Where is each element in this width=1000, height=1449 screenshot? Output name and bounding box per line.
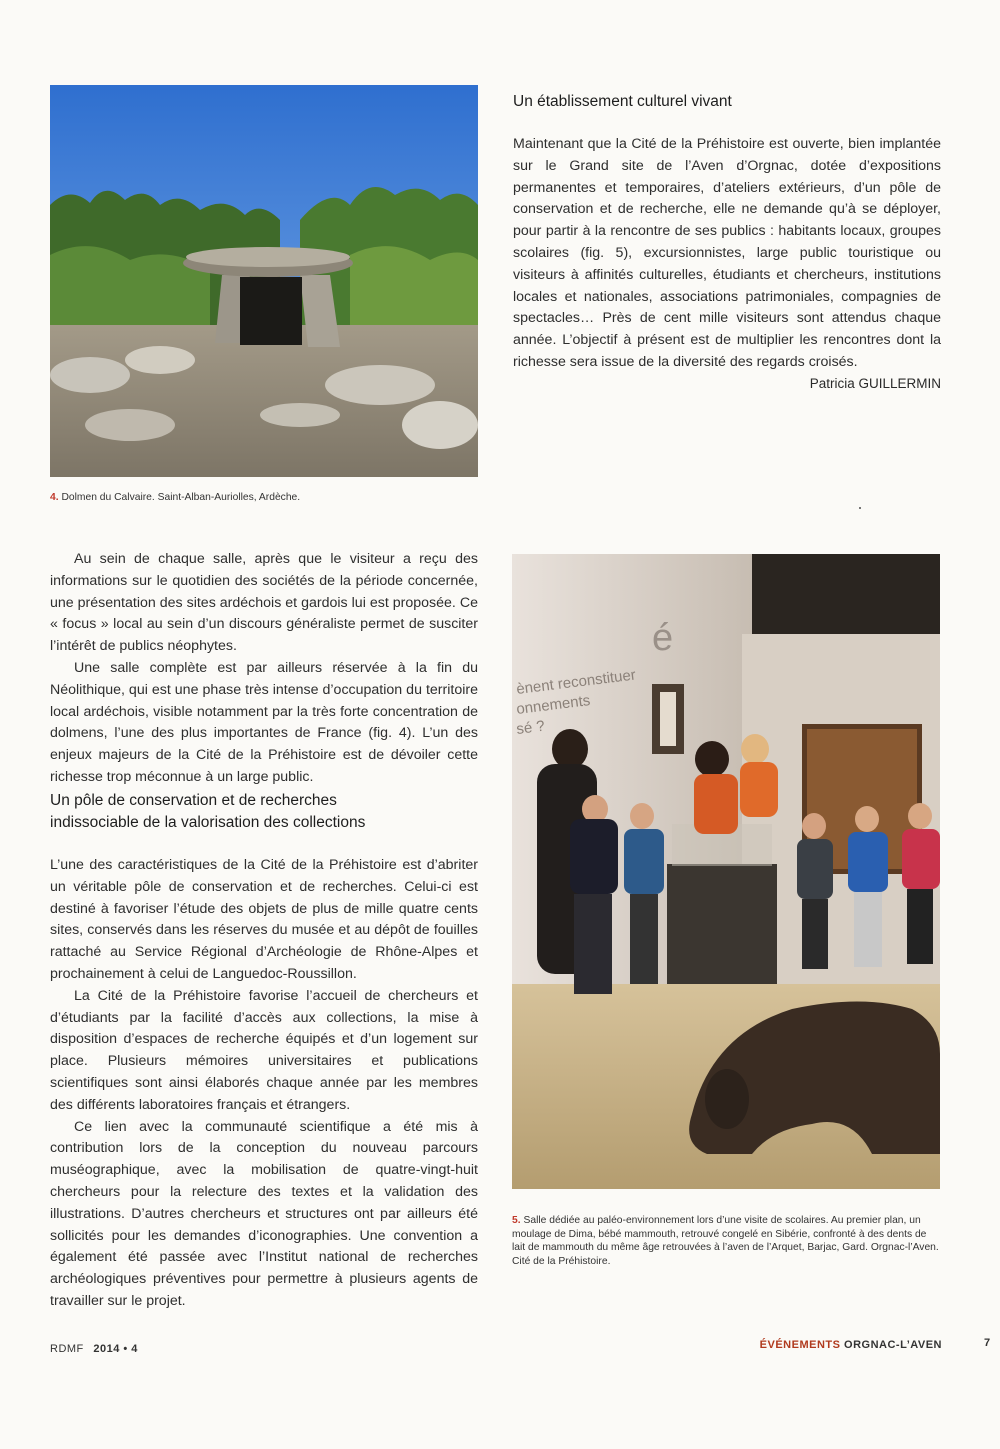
paragraph-focus-local: Au sein de chaque salle, après que le visiteur a reçu des informations sur le quotidien des sociétés de la période concernée, une présentation des sites ardéchois et gardois lui est proposée. Ce « focus » local au sein d’un discours généraliste permet de susciter l’intérêt de publics néophytes. [50, 551, 478, 655]
dolmen-photo [50, 85, 478, 477]
wall-text-line3: sé ? [515, 717, 546, 738]
figure4-caption-number: 4. [50, 492, 59, 503]
left-column-conservation [50, 855, 478, 1313]
left-column-intro [50, 549, 478, 789]
paragraph-pole-conservation: L’une des caractéristiques de la Cité de la Préhistoire est d’abriter un véritable pôle de conservation et de recherches. Celui-ci est destiné à favoriser l’étude des objets de plus de mille quatre cents sites, conservés dans les réserves du musée et au dépôt de fouilles rattaché au Service Régional d’Archéologie de Rhône-Alpes et prochainement à celui de Languedoc-Roussillon. [50, 857, 478, 982]
print-speck [859, 507, 861, 509]
footer-publication: RDMF [50, 1343, 84, 1355]
footer-right [720, 1339, 942, 1351]
footer-left [50, 1343, 138, 1355]
footer-issue: 2014 • 4 [93, 1343, 138, 1355]
dolmen-illustration [50, 85, 478, 477]
figure5-caption-text: Salle dédiée au paléo-environnement lors d’une visite de scolaires. Au premier plan, un moulage de Dima, bébé mammouth, retrouvé congelé en Sibérie, confronté à des dents de lait de mammouth du même âge retrouvées à l’aven de l’Arquet, Barjac, Gard. Orgnac-l’Aven. Cité de la Préhistoire. [512, 1215, 939, 1267]
museum-illustration [512, 554, 940, 1189]
wall-letter: é [652, 617, 674, 659]
figure4-caption-text: Dolmen du Calvaire. Saint-Alban-Auriolles, Ardèche. [61, 492, 301, 503]
footer-section: ÉVÉNEMENTS [759, 1339, 841, 1351]
paragraph-neolithique: Une salle complète est par ailleurs réservée à la fin du Néolithique, qui est une phase très intense d’occupation du territoire local ardéchois, visible notamment par la très forte concentration de dolmens, l’une des plus importantes de France (fig. 4). L’un des enjeux majeurs de la Cité de la Préhistoire est de dévoiler cette richesse trop méconnue à un large public. [50, 659, 478, 785]
author-signature: Patricia GUILLERMIN [809, 376, 941, 391]
paragraph-communaute-scientifique: Ce lien avec la communauté scientifique a été mis à contribution lors de la conception du nouveau parcours muséographique, avec la mobilisation de quatre-vingt-huit chercheurs pour la relecture des textes et la validation des illustrations. D’autres chercheurs et structures ont par ailleurs été sollicités pour les demandes d’iconographies. Une convention a également été passée avec l’Institut national de recherches archéologiques préventives pour permettre à plusieurs agents de travailler sur le projet. [50, 1118, 478, 1309]
section-heading-culturel: Un établissement culturel vivant [513, 93, 732, 110]
figure5-caption-number: 5. [512, 1215, 521, 1226]
culturel-paragraph [513, 134, 941, 374]
wall-text-line1: ènent reconstituer [515, 666, 637, 698]
paragraph-accueil-chercheurs: La Cité de la Préhistoire favorise l’accueil de chercheurs et d’étudiants par la facilité d’accès aux collections, la mise à disposition d’espaces de recherche équipés et d’un logement sur place. Plusieurs mémoires universitaires et publications scientifiques sont ainsi élaborés chaque année par les membres des différents laboratoires français et étrangers. [50, 987, 478, 1113]
section-heading-line1: Un pôle de conservation et de recherches [50, 792, 337, 809]
footer-place: ORGNAC-L’AVEN [844, 1339, 942, 1351]
section-heading-line2: indissociable de la valorisation des collections [50, 814, 366, 831]
figure5-caption [512, 1214, 942, 1268]
section-heading-conservation [50, 790, 478, 834]
culturel-paragraph-text: Maintenant que la Cité de la Préhistoire est ouverte, bien implantée sur le Grand site de l’Aven d’Orgnac, dotée d’expositions permanentes et temporaires, d’ateliers extérieurs, d’un pôle de conservation et de recherche, elle ne demande qu’à se déployer, pour partir à la rencontre de ses publics : habitants locaux, groupes scolaires (fig. 5), excursionnistes, large public touristique ou visiteurs à affinités culturelles, étudiants et chercheurs, institutions locales et nationales, associations patrimoniales, compagnies de spectacles… Près de cent mille visiteurs sont attendus chaque année. L’objectif à présent est de multiplier les rencontres dont la richesse sera issue de la diversité des regards croisés. [513, 136, 941, 370]
figure4-caption [50, 491, 478, 505]
page-number: 7 [984, 1337, 991, 1349]
museum-photo [512, 554, 940, 1189]
wall-text-line2: onnements [515, 692, 592, 718]
